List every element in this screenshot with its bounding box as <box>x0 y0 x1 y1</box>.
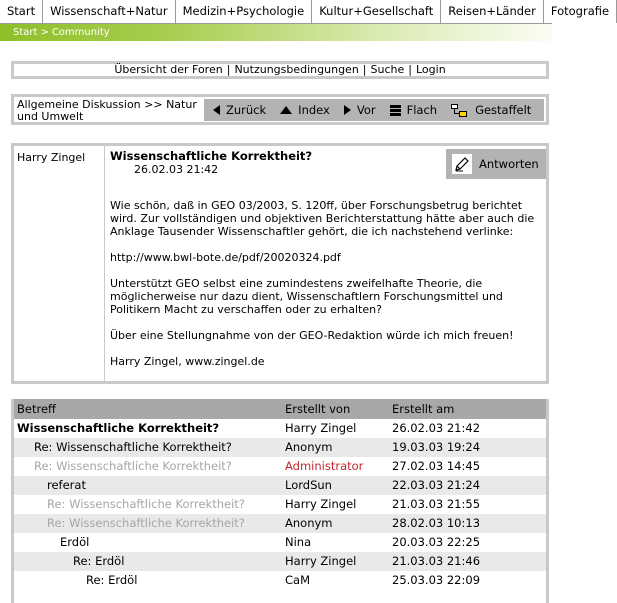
forum-path-line2: und Umwelt <box>17 110 84 123</box>
table-row <box>14 571 546 590</box>
post-link[interactable]: http://www.bwl-bote.de/pdf/20020324.pdf <box>110 251 341 264</box>
back-label: Zurück <box>226 103 267 117</box>
thread-navigation <box>11 94 549 125</box>
breadcrumb <box>0 24 552 41</box>
reply-subject[interactable]: referat <box>47 478 86 492</box>
reply-date: 25.03.03 22:09 <box>392 573 481 587</box>
triangle-right-icon <box>344 105 351 115</box>
reply-date: 26.02.03 21:42 <box>392 421 481 435</box>
link-separator: | <box>226 63 231 76</box>
link-forum-overview[interactable]: Übersicht der Foren <box>114 63 223 76</box>
link-separator: | <box>362 63 367 76</box>
reply-icon-box <box>452 154 472 174</box>
nav-medizin-psychologie[interactable]: Medizin+Psychologie <box>176 0 313 23</box>
triangle-left-icon <box>213 105 220 115</box>
table-row <box>14 476 546 495</box>
reply-button[interactable] <box>446 149 546 179</box>
top-navigation <box>0 0 610 24</box>
replies-table <box>11 399 549 603</box>
threaded-list-icon <box>451 104 469 117</box>
reply-date: 20.03.03 22:25 <box>392 535 481 549</box>
nav-reisen-laender[interactable]: Reisen+Länder <box>441 0 544 23</box>
next-label: Vor <box>356 103 376 117</box>
table-row <box>14 457 546 476</box>
column-header-date: Erstellt am <box>392 402 455 416</box>
forum-links-bar <box>11 61 549 79</box>
index-label: Index <box>298 103 330 117</box>
thread-nav-buttons <box>204 99 544 121</box>
breadcrumb-community[interactable]: Community <box>51 27 110 38</box>
flat-list-icon <box>390 105 401 116</box>
post-author-column <box>14 146 105 381</box>
reply-subject[interactable]: Re: Wissenschaftliche Korrektheit? <box>34 440 232 454</box>
reply-subject[interactable]: Re: Erdöl <box>73 554 125 568</box>
table-row <box>14 438 546 457</box>
threaded-view-button[interactable] <box>451 103 531 117</box>
reply-author[interactable]: CaM <box>285 573 310 587</box>
replies-header <box>14 399 546 419</box>
post-paragraph: Über eine Stellungnahme von der GEO-Redaktion würde ich mich freuen! <box>110 329 514 342</box>
reply-subject[interactable]: Wissenschaftliche Korrektheit? <box>17 421 220 435</box>
reply-date: 22.03.03 21:24 <box>392 478 481 492</box>
reply-author[interactable]: Harry Zingel <box>285 421 357 435</box>
reply-author[interactable]: Anonym <box>285 440 333 454</box>
table-row <box>14 419 546 438</box>
original-post <box>11 143 549 384</box>
triangle-up-icon <box>280 106 292 114</box>
reply-author[interactable]: LordSun <box>285 478 332 492</box>
threaded-label: Gestaffelt <box>475 103 532 117</box>
reply-author[interactable]: Anonym <box>285 516 333 530</box>
forum-path-line1: Allgemeine Diskussion >> Natur <box>17 98 197 111</box>
column-header-author: Erstellt von <box>285 402 351 416</box>
reply-subject[interactable]: Erdöl <box>60 535 90 549</box>
index-button[interactable] <box>280 103 330 117</box>
table-row <box>14 552 546 571</box>
post-date: 26.02.03 21:42 <box>134 163 219 176</box>
reply-subject[interactable]: Re: Erdöl <box>86 573 138 587</box>
reply-subject[interactable]: Re: Wissenschaftliche Korrektheit? <box>47 497 245 511</box>
post-paragraph: Wie schön, daß in GEO 03/2003, S. 120ff, über Forschungsbetrug berichtet wird. Zur vollständigen und objektiven Berichterstattung hätte aber auch die Anklage Tausender Wissenschaftler gehört, die ich nachstehend verlinke: <box>110 199 535 238</box>
reply-date: 21.03.03 21:55 <box>392 497 481 511</box>
table-row <box>14 533 546 552</box>
breadcrumb-start[interactable]: Start <box>13 27 38 38</box>
nav-start[interactable]: Start <box>0 0 43 23</box>
post-author[interactable]: Harry Zingel <box>17 151 86 164</box>
reply-author[interactable]: Harry Zingel <box>285 554 357 568</box>
link-separator: | <box>408 63 412 76</box>
reply-date: 28.02.03 10:13 <box>392 516 481 530</box>
flat-label: Flach <box>406 103 438 117</box>
nav-kultur-gesellschaft[interactable]: Kultur+Gesellschaft <box>312 0 441 23</box>
link-search[interactable]: Suche <box>370 63 405 76</box>
reply-author[interactable]: Harry Zingel <box>285 497 357 511</box>
post-paragraph: Unterstützt GEO selbst eine zumindestens zweifelhafte Theorie, die möglicherweise nur dazu dient, Wissenschaftlern Forschungsmittel und Politikern Macht zu verschaffen oder zu erhalten? <box>110 277 503 316</box>
pencil-icon <box>454 156 470 172</box>
table-row <box>14 495 546 514</box>
flat-view-button[interactable] <box>390 103 437 117</box>
reply-author[interactable]: Nina <box>285 535 312 549</box>
reply-label: Antworten <box>479 157 539 171</box>
nav-fotografie[interactable]: Fotografie <box>544 0 617 23</box>
reply-date: 27.02.03 14:45 <box>392 459 481 473</box>
nav-wissenschaft-natur[interactable]: Wissenschaft+Natur <box>43 0 175 23</box>
next-button[interactable] <box>344 103 376 117</box>
table-row <box>14 514 546 533</box>
reply-date: 19.03.03 19:24 <box>392 440 481 454</box>
reply-subject[interactable]: Re: Wissenschaftliche Korrektheit? <box>34 459 232 473</box>
post-signature: Harry Zingel, www.zingel.de <box>110 355 265 368</box>
reply-author[interactable]: Administrator <box>285 459 364 473</box>
post-title: Wissenschaftliche Korrektheit? <box>110 149 313 163</box>
post-body <box>110 199 542 381</box>
back-button[interactable] <box>213 103 266 117</box>
link-terms-of-use[interactable]: Nutzungsbedingungen <box>234 63 359 76</box>
reply-date: 21.03.03 21:46 <box>392 554 481 568</box>
link-login[interactable]: Login <box>415 63 446 76</box>
breadcrumb-separator: > <box>40 27 49 38</box>
forum-path[interactable] <box>17 99 207 123</box>
column-header-subject: Betreff <box>17 402 56 416</box>
reply-subject[interactable]: Re: Wissenschaftliche Korrektheit? <box>47 516 245 530</box>
